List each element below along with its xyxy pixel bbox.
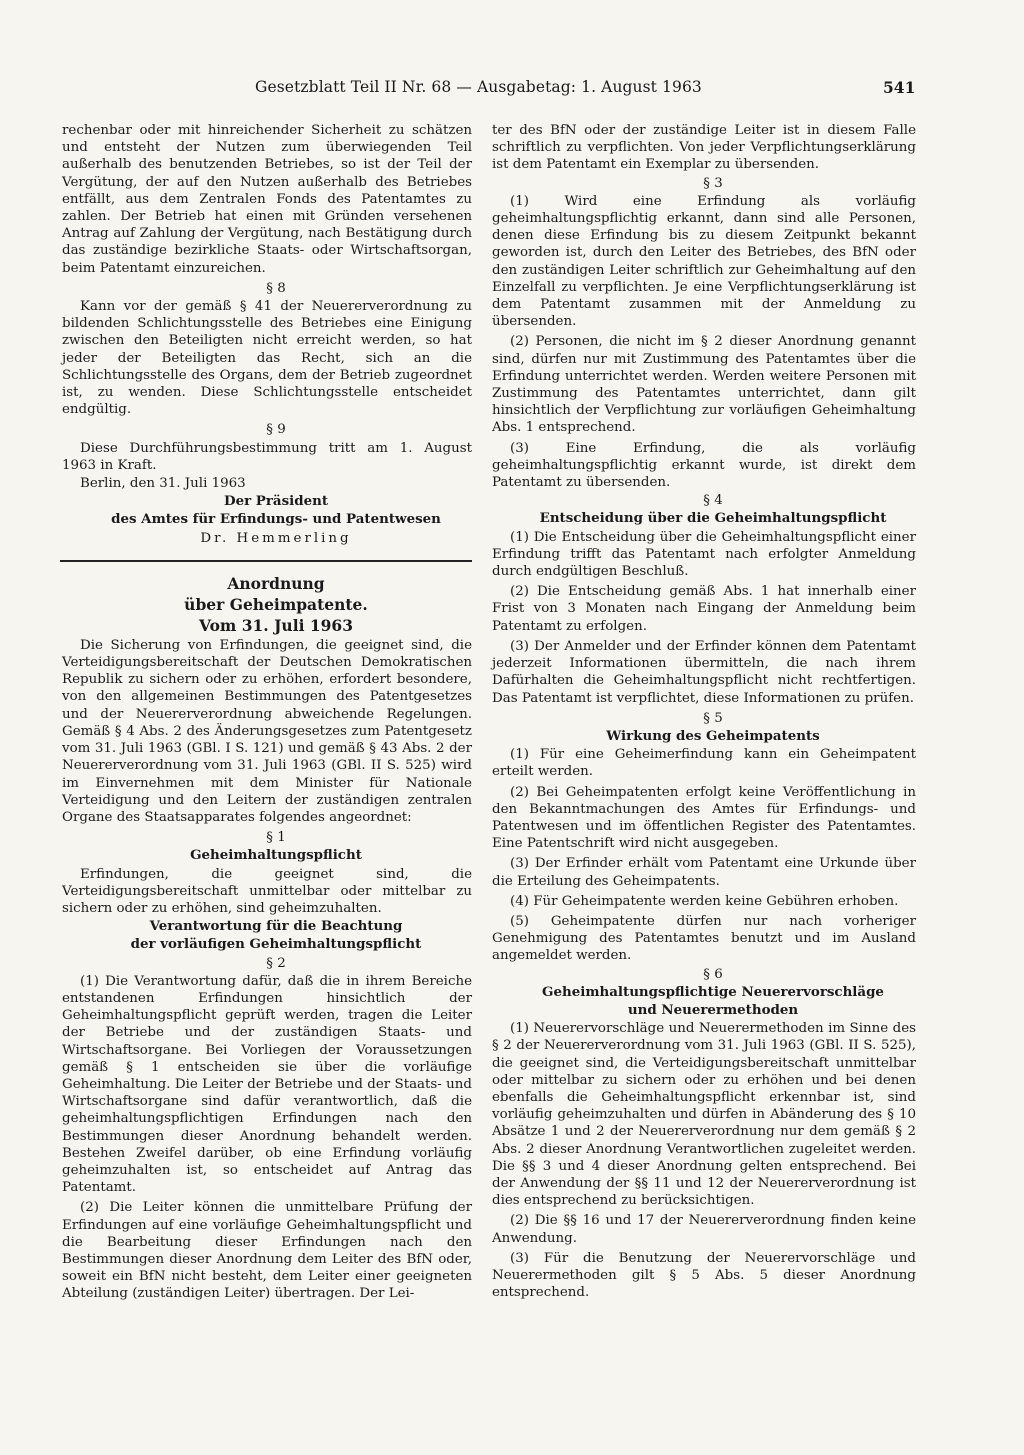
section-6-p1: (1) Neuerervorschläge und Neuerermethoden im Sinne des § 2 der Neuererverordnung vom 31. Juli 1963 (GBl. II S. 525), die geeignet sind, die Verteidigungsbereitschaft unmittelbar oder mittelbar zu sichern oder zu erhöhen und bei denen ebenfalls die Geheimhaltungspflicht erkennbar ist, sind vorläufig geheimzuhalten und dürfen in Abänderung des § 10 Absätze 1 und 2 der Neuererverordnung nur dem gemäß § 2 Abs. 2 dieser Anordnung Verantwortlichen zugeleitet werden. Die §§ 3 und 4 dieser Anordnung gelten entsprechend. Bei der Anwendung der §§ 11 und 12 der Neuererverordnung ist dies entsprechend zu berücksichtigen. [492,1021,916,1209]
section-6-title-2: und Neuerermethoden [627,1001,799,1018]
section-1-heading: § 1 [266,830,286,846]
section-4-p2: (2) Die Entscheidung gemäß Abs. 1 hat innerhalb einer Frist von 3 Monaten nach Eingang der Anmeldung beim Patentamt zu erfolgen. [492,584,916,634]
section-5-p5: (5) Geheimpatente dürfen nur nach vorheriger Genehmigung des Patentamtes benutzt und im Ausland angemeldet werden. [492,913,916,964]
section-5-p4: (4) Für Geheimpatente werden keine Gebühren erhoben. [510,893,899,909]
section-5-p2: (2) Bei Geheimpatenten erfolgt keine Veröffentlichung in den Bekanntmachungen des Amtes für Erfindungs- und Patentwesen und im öffentlichen Register des Patentamtes. Eine Patentschrift wird nicht ausgegeben. [492,784,916,852]
section-5-p1: (1) Für eine Geheimerfindung kann ein Geheimpatent erteilt werden. [492,747,916,780]
page-number: 541 [883,78,916,97]
section-3-p3: (3) Eine Erfindung, die als vorläufig geheimhaltungspflichtig erkannt wurde, ist direkt dem Patentamt zu übersenden. [492,440,916,491]
section-6-heading: § 6 [703,966,723,982]
section-divider [60,560,472,562]
signer-name: Dr. Hemmerling [200,530,352,546]
section-3-heading: § 3 [703,175,723,191]
section-9-heading: § 9 [266,422,286,438]
ordinance-title-2: über Geheimpatente. [184,594,368,614]
preamble: Die Sicherung von Erfindungen, die geeignet sind, die Verteidigungsbereitschaft der Deutschen Demokratischen Republik zu sichern oder zu erhöhen, erfordert besondere, von den allgemeinen Bestimmungen des Patentgesetzes und der Neuererverordnung abweichende Regelungen. Gemäß § 4 Abs. 2 des Änderungsgesetzes zum Patentgesetz vom 31. Juli 1963 (GBl. I S. 121) und gemäß § 43 Abs. 2 der Neuererverordnung vom 31. Juli 1963 (GBl. II S. 525) wird im Einvernehmen mit dem Minister für Nationale Verteidigung und den Leitern der zuständigen zentralen Organe des Staatsapparates folgendes angeordnet: [62,637,472,825]
section-2-p1: (1) Die Verantwortung dafür, daß die in ihrem Bereiche entstandenen Erfindungen hinsichtlich der Geheimhaltungspflicht geprüft werden, tragen die Leiter der Betriebe und der zuständigen Staats- und Wirtschaftsorgane. Bei Vorliegen der Voraussetzungen gemäß § 1 entscheiden sie über die vorläufige Geheimhaltung. Die Leiter der Betriebe und der Staats- und Wirtschaftsorgane sind dafür verantwortlich, daß die geheimhaltungspflichtigen Erfindungen nach den Bestimmungen dieser Anordnung behandelt werden. Bestehen Zweifel darüber, ob eine Erfindung vorläufig geheimzuhalten ist, so entscheidet auf Antrag das Patentamt. [62,973,472,1196]
section-5-heading: § 5 [703,710,723,726]
right-column [492,122,916,1302]
section-4-p3: (3) Der Anmelder und der Erfinder können dem Patentamt jederzeit Informationen übermitteln, die nach ihrem Dafürhalten die Geheimhaltungspflicht nicht rechtfertigen. Das Patentamt ist verpflichtet, diese Informationen zu prüfen. [492,638,916,706]
section-3-p2: (2) Personen, die nicht im § 2 dieser Anordnung genannt sind, dürfen nur mit Zustimmung des Patentamtes über die Erfindung unterrichtet werden. Werden weitere Personen mit Zustimmung des Patentamtes unterrichtet, dann gilt hinsichtlich der Verpflichtung zur vorläufigen Geheimhaltung Abs. 1 entsprechend. [492,334,916,436]
section-5-p3: (3) Der Erfinder erhält vom Patentamt eine Urkunde über die Erteilung des Geheimpatents. [492,856,916,889]
continuation-paragraph: ter des BfN oder der zuständige Leiter ist in diesem Falle schriftlich zu verpflichten. Von jeder Verpflichtungserklärung ist dem Patentamt ein Exemplar zu übersenden. [492,123,916,173]
place-date: Berlin, den 31. Juli 1963 [80,476,246,492]
section-9-text: Diese Durchführungsbestimmung tritt am 1. August 1963 in Kraft. [62,440,472,473]
section-4-p1: (1) Die Entscheidung über die Geheimhaltungspflicht einer Erfindung trifft das Patentamt nach erfolgter Anmeldung durch endgültigen Beschluß. [492,529,916,580]
section-8-text: Kann vor der gemäß § 41 der Neuererverordnung zu bildenden Schlichtungsstelle des Betriebes eine Einigung zwischen den Beteiligten nicht erreicht werden, so hat jeder der Beteiligten das Recht, sich an die Schlichtungsstelle des Organs, dem der Betrieb zugeordnet ist, zu wenden. Diese Schlichtungsstelle entscheidet endgültig. [62,299,472,418]
section-2-title-2: der vorläufigen Geheimhaltungspflicht [130,936,422,953]
section-6-title-1: Geheimhaltungspflichtige Neuerervorschläge [542,983,884,1000]
section-2-heading: § 2 [266,955,286,971]
left-column [62,122,472,1304]
section-1-text: Erfindungen, die geeignet sind, die Verteidigungsbereitschaft unmittelbar oder mittelbar zu sichern oder zu erhöhen, sind geheimzuhalten. [62,866,472,916]
section-3-p1: (1) Wird eine Erfindung als vorläufig geheimhaltungspflichtig erkannt, dann sind alle Personen, denen diese Erfindung bis zu diesem Zeitpunkt bekannt geworden ist, durch den Leiter des Betriebes, des BfN oder den zuständigen Leiter schriftlich zur Geheimhaltung auf den Einzelfall zu verpflichten. Je eine Verpflichtungserklärung ist dem Patentamt zusammen mit der Anmeldung zu übersenden. [492,193,916,330]
section-8-heading: § 8 [266,280,286,296]
section-6-p3: (3) Für die Benutzung der Neuerervorschläge und Neuerermethoden gilt § 5 Abs. 5 dieser Anordnung entsprechend. [492,1250,916,1301]
section-4-title: Entscheidung über die Geheimhaltungspflicht [539,510,887,527]
header-title: Gesetzblatt Teil II Nr. 68 — Ausgabetag: 1. August 1963 [255,78,702,96]
section-1-title: Geheimhaltungspflicht [190,847,362,864]
ordinance-title-3: Vom 31. Juli 1963 [198,615,354,635]
section-5-title: Wirkung des Geheimpatents [606,727,820,744]
ordinance-title-1: Anordnung [227,573,325,593]
section-2-p2: (2) Die Leiter können die unmittelbare Prüfung der Erfindungen auf eine vorläufige Geheimhaltungspflicht und die Bearbeitung dieser Erfindungen nach den Bestimmungen dieser Anordnung dem Leiter des BfN oder, soweit ein BfN nicht besteht, dem Leiter einer geeigneten Abteilung (zuständigen Leiter) übertragen. Der Lei- [62,1200,472,1302]
section-2-title-1: Verantwortung für die Beachtung [149,918,403,935]
signer-title-2: des Amtes für Erfindungs- und Patentwesen [111,511,441,528]
section-4-heading: § 4 [703,493,723,509]
section-6-p2: (2) Die §§ 16 und 17 der Neuererverordnung finden keine Anwendung. [492,1213,916,1246]
page-header [0,78,1024,102]
intro-paragraph: rechenbar oder mit hinreichender Sicherheit zu schätzen und entsteht der Nutzen zum überwiegenden Teil außerhalb des benutzenden Betriebes, so ist der Teil der Vergütung, der auf den Nutzen außerhalb des Betriebes entfällt, aus dem Zentralen Fonds des Patentamtes zu zahlen. Der Betrieb hat einen mit Gründen versehenen Antrag auf Zahlung der Vergütung, nach Bestätigung durch das zuständige bezirkliche Staats- oder Wirtschaftsorgan, beim Patentamt einzureichen. [62,123,472,276]
signer-title-1: Der Präsident [223,493,329,510]
